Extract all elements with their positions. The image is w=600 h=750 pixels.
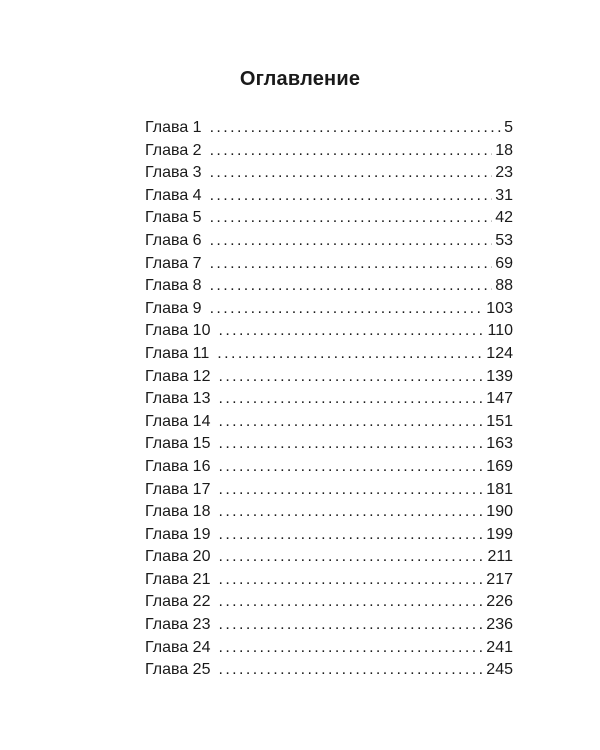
- toc-page-number: 110: [487, 322, 513, 340]
- toc-chapter-label: Глава 4: [145, 186, 202, 204]
- toc-page-number: 151: [486, 412, 513, 430]
- toc-page-number: 147: [486, 390, 513, 408]
- toc-chapter-label: Глава 11: [145, 344, 210, 362]
- toc-page-number: 241: [486, 638, 513, 656]
- toc-chapter-label: Глава 5: [145, 209, 202, 227]
- dot-leader: [218, 433, 483, 456]
- toc-entry: [145, 207, 513, 230]
- toc-entry: [145, 524, 513, 547]
- toc-chapter-label: Глава 10: [145, 322, 211, 340]
- toc-entry: [145, 230, 513, 253]
- toc-entry: [145, 456, 513, 479]
- toc-page-number: 139: [486, 367, 513, 385]
- dot-leader: [218, 366, 483, 389]
- table-of-contents: [145, 117, 513, 682]
- toc-page-number: 103: [486, 299, 513, 317]
- toc-entry: [145, 433, 513, 456]
- dot-leader: [218, 546, 484, 569]
- toc-chapter-label: Глава 20: [145, 548, 211, 566]
- toc-page-number: 190: [486, 503, 513, 521]
- toc-chapter-label: Глава 2: [145, 141, 202, 159]
- toc-entry: [145, 298, 513, 321]
- toc-chapter-label: Глава 18: [145, 503, 211, 521]
- toc-entry: [145, 117, 513, 140]
- toc-entry: [145, 366, 513, 389]
- dot-leader: [210, 230, 493, 253]
- toc-page-number: 226: [486, 593, 513, 611]
- toc-entry: [145, 275, 513, 298]
- toc-entry: [145, 501, 513, 524]
- toc-entry: [145, 253, 513, 276]
- dot-leader: [210, 207, 493, 230]
- toc-chapter-label: Глава 21: [145, 570, 211, 588]
- toc-page-number: 88: [495, 277, 513, 295]
- dot-leader: [218, 320, 484, 343]
- toc-page-number: 31: [495, 186, 513, 204]
- toc-chapter-label: Глава 24: [145, 638, 211, 656]
- toc-entry: [145, 569, 513, 592]
- toc-chapter-label: Глава 17: [145, 480, 211, 498]
- toc-chapter-label: Глава 19: [145, 525, 211, 543]
- toc-chapter-label: Глава 16: [145, 457, 211, 475]
- toc-page-number: 163: [486, 435, 513, 453]
- toc-entry: [145, 546, 513, 569]
- toc-entry: [145, 140, 513, 163]
- toc-chapter-label: Глава 6: [145, 231, 202, 249]
- toc-entry: [145, 637, 513, 660]
- toc-chapter-label: Глава 1: [145, 119, 202, 136]
- toc-page-number: 199: [486, 525, 513, 543]
- dot-leader: [218, 637, 483, 660]
- toc-page-number: 124: [486, 344, 513, 362]
- dot-leader: [218, 524, 483, 547]
- dot-leader: [218, 614, 483, 637]
- dot-leader: [210, 298, 484, 321]
- toc-entry: [145, 388, 513, 411]
- toc-entry: [145, 614, 513, 637]
- toc-page-number: 53: [495, 231, 513, 249]
- toc-page-number: 23: [495, 164, 513, 182]
- toc-entry: [145, 162, 513, 185]
- toc-chapter-label: Глава 8: [145, 277, 202, 295]
- toc-entry: [145, 479, 513, 502]
- dot-leader: [210, 162, 493, 185]
- dot-leader: [218, 479, 483, 502]
- dot-leader: [218, 659, 483, 682]
- toc-chapter-label: Глава 15: [145, 435, 211, 453]
- toc-page-number: 181: [486, 480, 513, 498]
- toc-entry: [145, 659, 513, 682]
- toc-page-number: 42: [495, 209, 513, 227]
- toc-chapter-label: Глава 3: [145, 164, 202, 182]
- toc-chapter-label: Глава 14: [145, 412, 211, 430]
- dot-leader: [218, 411, 483, 434]
- toc-entry: [145, 591, 513, 614]
- page-title: Оглавление: [239, 68, 361, 90]
- dot-leader: [210, 140, 493, 163]
- toc-chapter-label: Глава 22: [145, 593, 211, 611]
- toc-entry: [145, 411, 513, 434]
- toc-chapter-label: Глава 25: [145, 661, 211, 679]
- toc-page-number: 236: [486, 616, 513, 634]
- toc-page-number: 217: [486, 570, 513, 588]
- dot-leader: [210, 117, 502, 140]
- toc-page-number: 5: [504, 119, 513, 136]
- toc-chapter-label: Глава 12: [145, 367, 211, 385]
- dot-leader: [218, 388, 483, 411]
- dot-leader: [210, 275, 493, 298]
- dot-leader: [210, 253, 493, 276]
- toc-entry: [145, 320, 513, 343]
- dot-leader: [218, 456, 483, 479]
- toc-page-number: 211: [487, 548, 513, 566]
- dot-leader: [217, 343, 483, 366]
- toc-chapter-label: Глава 9: [145, 299, 202, 317]
- dot-leader: [210, 185, 493, 208]
- dot-leader: [218, 569, 483, 592]
- dot-leader: [218, 501, 483, 524]
- toc-chapter-label: Глава 13: [145, 390, 211, 408]
- toc-entry: [145, 343, 513, 366]
- toc-chapter-label: Глава 23: [145, 616, 211, 634]
- toc-entry: [145, 185, 513, 208]
- toc-page-number: 245: [486, 661, 513, 679]
- toc-page-number: 18: [495, 141, 513, 159]
- dot-leader: [218, 591, 483, 614]
- toc-page-number: 169: [486, 457, 513, 475]
- toc-page-number: 69: [495, 254, 513, 272]
- toc-chapter-label: Глава 7: [145, 254, 202, 272]
